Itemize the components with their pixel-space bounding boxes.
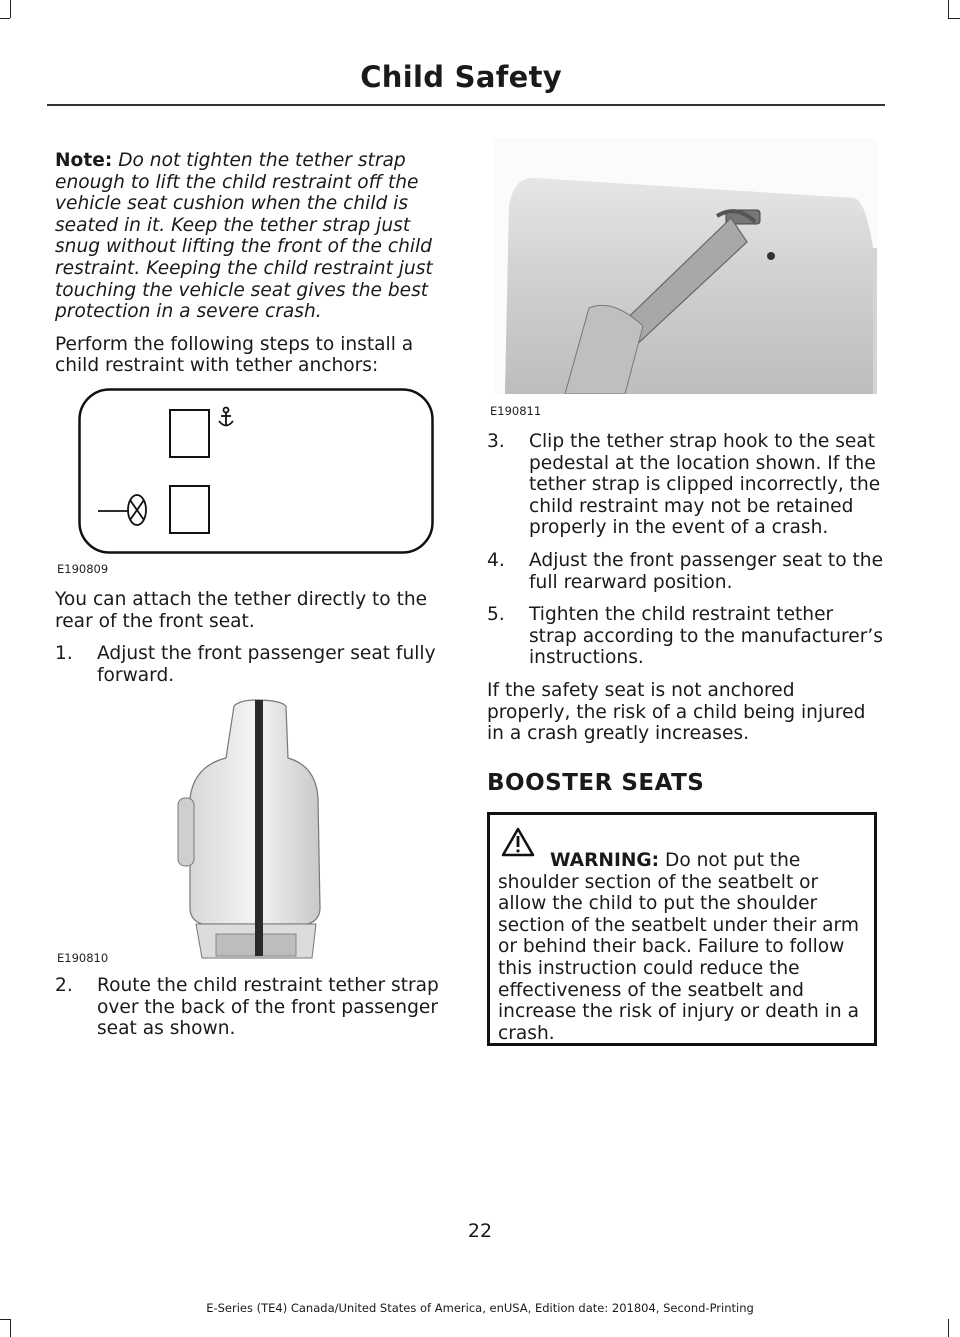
anchor-icon: [219, 408, 233, 427]
warning-text: Do not put the shoulder section of the seatbelt or allow the child to put the shoulder section of the seatbelt under their arm or behind their back. Failure to follow this instruction could reduce the effectiveness of the seatbelt and increase the risk of injury or death in a crash.: [498, 850, 859, 1044]
step-text: Route the child restraint tether strap over the back of the front passenger seat as shown.: [97, 975, 439, 1040]
note-label: Note:: [55, 150, 113, 171]
left-column-bottom: [55, 975, 455, 1051]
seat-illustration: [176, 698, 336, 960]
intro-paragraph: Perform the following steps to install a child restraint with tether anchors:: [55, 333, 414, 377]
warning-content: [498, 850, 866, 1044]
risk-paragraph: If the safety seat is not anchored properly, the risk of a child being injured in a crash greatly increases.: [487, 679, 866, 745]
page-footer: E-Series (TE4) Canada/United States of America, enUSA, Edition date: 201804, Second-Printing: [206, 1301, 754, 1315]
direct-attach-paragraph: You can attach the tether directly to the rear of the front seat.: [55, 589, 428, 632]
tether-anchor-diagram: [78, 388, 434, 554]
step-item: [487, 431, 883, 539]
step-item: [487, 604, 883, 669]
header-divider: [47, 104, 885, 106]
step-item: [55, 975, 455, 1040]
figure-code: E190809: [57, 562, 109, 576]
note-text: Do not tighten the tether strap enough to lift the child restraint off the vehicle seat cushion when the child is seated in it. Keep the tether strap just snug without lifting the front of the child restraint. Keeping the child restraint just touching the vehicle seat gives the best protection in a severe crash.: [55, 150, 433, 323]
step-item: [55, 643, 447, 686]
figure-code: E190811: [490, 404, 542, 418]
step-number: 2.: [55, 975, 73, 996]
crop-mark: [0, 1319, 10, 1320]
step-number: 3.: [487, 431, 505, 452]
step-number: 4.: [487, 549, 505, 571]
crop-mark: [948, 0, 949, 18]
page-title: Child Safety: [360, 60, 562, 94]
pedestal-illustration: [493, 138, 877, 394]
crop-mark: [948, 1319, 949, 1337]
note-paragraph: [55, 150, 447, 323]
right-column: [487, 431, 883, 830]
crop-mark: [10, 0, 11, 18]
page-number: 22: [467, 1220, 493, 1242]
figure-seat-strap: [176, 698, 336, 960]
step-item: [487, 550, 883, 593]
section-title: BOOSTER SEATS: [487, 769, 705, 796]
step-number: 5.: [487, 604, 505, 626]
step-number: 1.: [55, 643, 73, 665]
left-column-middle: [55, 589, 447, 697]
steps-list-left: [55, 643, 447, 686]
warning-triangle-icon: [501, 827, 535, 857]
crop-mark: [948, 18, 960, 19]
left-column: [55, 150, 447, 388]
step-text: Adjust the front passenger seat fully forward.: [97, 643, 436, 686]
crop-mark: [0, 18, 10, 19]
figure-code: E190810: [57, 951, 109, 965]
anchor-point-icon: [98, 495, 146, 525]
steps-list-right: [487, 431, 883, 669]
crop-mark: [10, 1319, 11, 1337]
steps-list-left-2: [55, 975, 455, 1040]
step-text: Clip the tether strap hook to the seat pedestal at the location shown. If the tether strap is clipped incorrectly, the child restraint may not be retained properly in the event of a crash.: [529, 431, 881, 539]
warning-label: WARNING:: [550, 850, 660, 871]
warning-box: [487, 812, 877, 1046]
figure-seat-pedestal: [493, 138, 877, 394]
step-text: Tighten the child restraint tether strap according to the manufacturer’s instructions.: [529, 604, 883, 669]
step-text: Adjust the front passenger seat to the full rearward position.: [529, 549, 884, 593]
figure-tether-anchor-diagram: [78, 388, 434, 554]
